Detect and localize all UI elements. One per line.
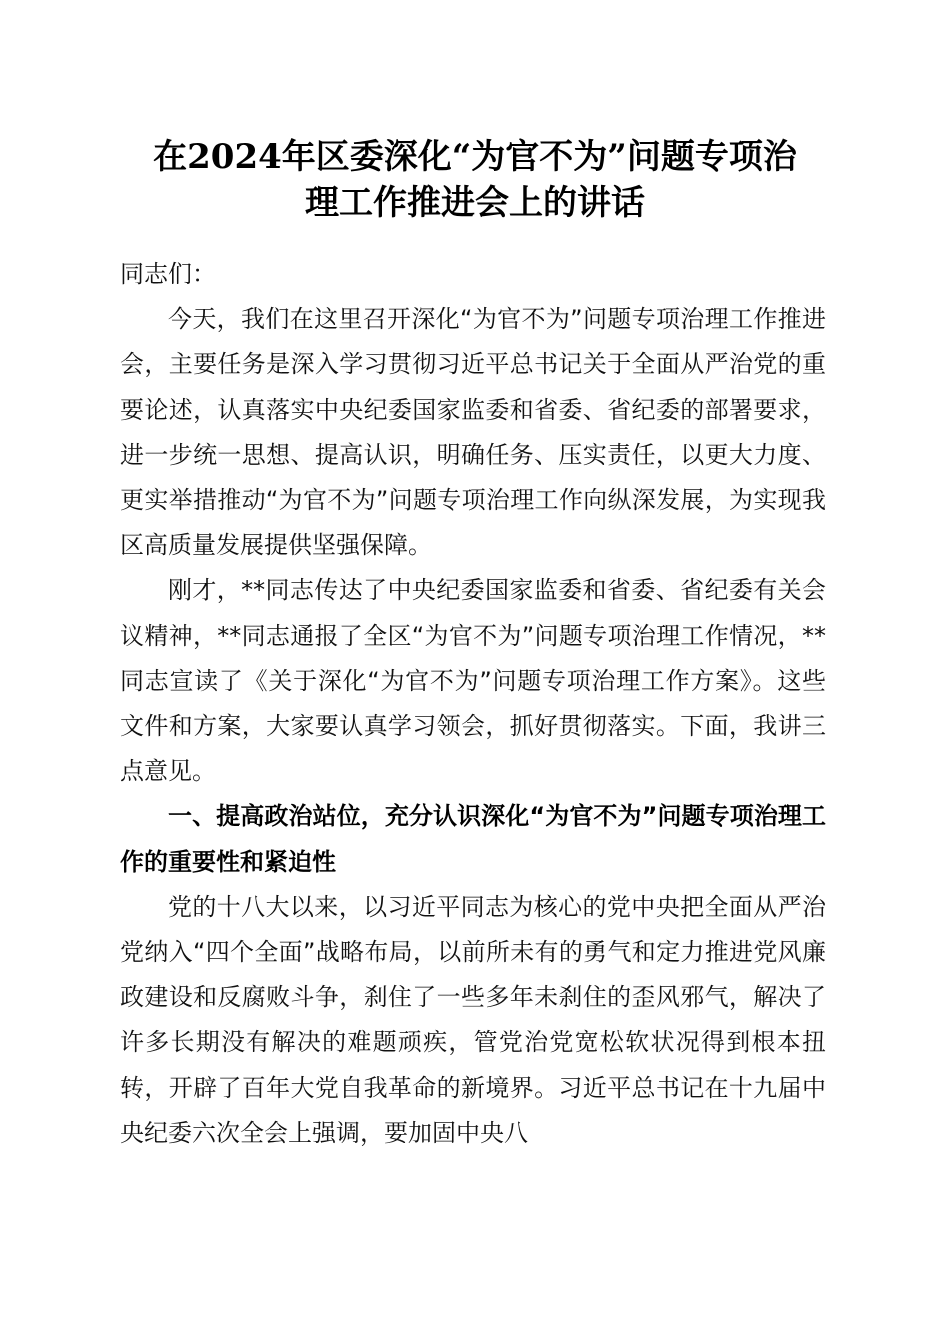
document-body — [120, 252, 826, 1156]
paragraph-agenda: 刚才，**同志传达了中央纪委国家监委和省委、省纪委有关会议精神，**同志通报了全区“为官不为”问题专项治理工作情况，**同志宣读了《关于深化“为官不为”问题专项治理工作方案》。这些文件和方案，大家要认真学习领会，抓好贯彻落实。下面，我讲三点意见。 — [120, 576, 826, 786]
section-1-paragraph: 党的十八大以来，以习近平同志为核心的党中央把全面从严治党纳入“四个全面”战略布局，以前所未有的勇气和定力推进党风廉政建设和反腐败斗争，刹住了一些多年未刹住的歪风邪气，解决了许多长期没有解决的难题顽疾，管党治党宽松软状况得到根本扭转，开辟了百年大党自我革命的新境界。习近平总书记在十九届中央纪委六次全会上强调，要加固中央八 — [120, 892, 826, 1147]
paragraph-opening: 今天，我们在这里召开深化“为官不为”问题专项治理工作推进会，主要任务是深入学习贯彻习近平总书记关于全面从严治党的重要论述，认真落实中央纪委国家监委和省委、省纪委的部署要求，进一步统一思想、提高认识，明确任务、压实责任，以更大力度、更实举措推动“为官不为”问题专项治理工作向纵深发展，为实现我区高质量发展提供坚强保障。 — [120, 305, 826, 560]
document-title — [90, 134, 860, 226]
title-line-2: 理工作推进会上的讲话 — [305, 183, 645, 223]
title-line-1: 在2024年区委深化“为官不为”问题专项治 — [153, 137, 797, 177]
salutation: 同志们： — [120, 260, 216, 288]
section-heading-1: 一、提高政治站位，充分认识深化“为官不为”问题专项治理工作的重要性和紧迫性 — [120, 802, 826, 876]
